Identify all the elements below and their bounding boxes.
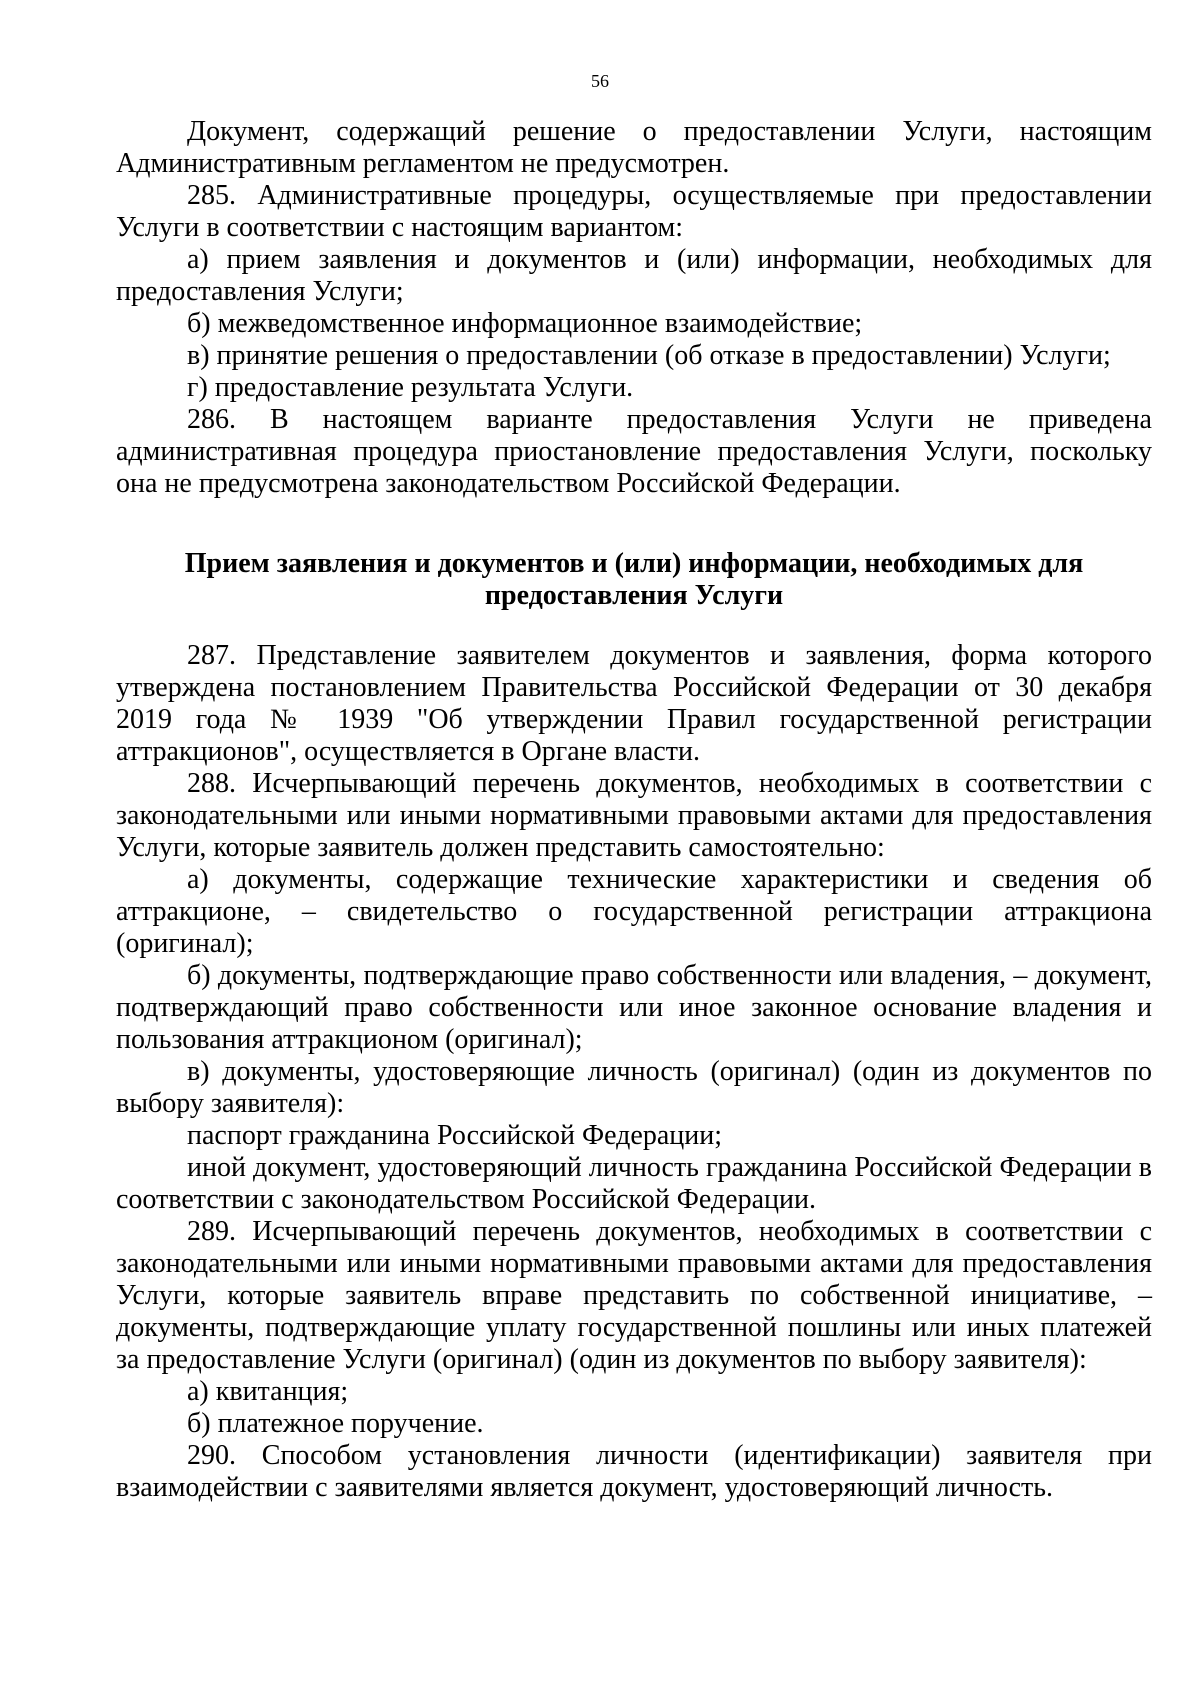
list-item-a: а) документы, содержащие технические характеристики и сведения об аттракционе, – свидетельство о государственной регистрации аттракциона (оригинал); (116, 864, 1152, 959)
list-item-a: а) квитанция; (187, 1376, 349, 1407)
list-item-v: в) принятие решения о предоставлении (об отказе в предоставлении) Услуги; (187, 340, 1111, 371)
list-item-b: б) межведомственное информационное взаимодействие; (187, 308, 863, 339)
page-number: 56 (591, 71, 609, 91)
paragraph-285: 285. Административные процедуры, осуществляемые при предоставлении Услуги в соответствии с настоящим вариантом: (116, 180, 1152, 243)
paragraph: Документ, содержащий решение о предоставлении Услуги, настоящим Административным регламентом не предусмотрен. (116, 116, 1152, 179)
paragraph-288: 288. Исчерпывающий перечень документов, необходимых в соответствии с законодательными или иными нормативными правовыми актами для предоставления Услуги, которые заявитель должен представить самостоятельно: (116, 768, 1152, 863)
list-subitem: паспорт гражданина Российской Федерации; (187, 1120, 723, 1151)
paragraph-289: 289. Исчерпывающий перечень документов, необходимых в соответствии с законодательными или иными нормативными правовыми актами для предоставления Услуги, которые заявитель вправе представить по собственной инициативе, – документы, подтверждающие уплату государственной пошлины или иных платежей за предоставление Услуги (оригинал) (один из документов по выбору заявителя): (116, 1216, 1152, 1375)
document-body (116, 116, 1152, 1504)
paragraph-286: 286. В настоящем варианте предоставления Услуги не приведена административная процедура приостановление предоставления Услуги, поскольку она не предусмотрена законодательством Российской Федерации. (116, 404, 1152, 499)
list-item-b: б) документы, подтверждающие право собственности или владения, – документ, подтверждающий право собственности или иное законное основание владения и пользования аттракционом (оригинал); (116, 960, 1152, 1055)
list-item-a: а) прием заявления и документов и (или) информации, необходимых для предоставления Услуги; (116, 244, 1152, 307)
section-heading: Прием заявления и документов и (или) информации, необходимых для предоставления Услуги (184, 548, 1084, 611)
list-item-v: в) документы, удостоверяющие личность (оригинал) (один из документов по выбору заявителя): (116, 1056, 1152, 1119)
list-item-b: б) платежное поручение. (187, 1408, 484, 1439)
paragraph-287: 287. Представление заявителем документов и заявления, форма которого утверждена постановлением Правительства Российской Федерации от 30 декабря 2019 года № 1939 "Об утверждении Правил государственной регистрации аттракционов", осуществляется в Органе власти. (116, 640, 1152, 767)
list-item-g: г) предоставление результата Услуги. (187, 372, 634, 403)
list-subitem: иной документ, удостоверяющий личность гражданина Российской Федерации в соответствии с законодательством Российской Федерации. (116, 1152, 1152, 1215)
paragraph-290: 290. Способом установления личности (идентификации) заявителя при взаимодействии с заявителями является документ, удостоверяющий личность. (116, 1440, 1152, 1503)
